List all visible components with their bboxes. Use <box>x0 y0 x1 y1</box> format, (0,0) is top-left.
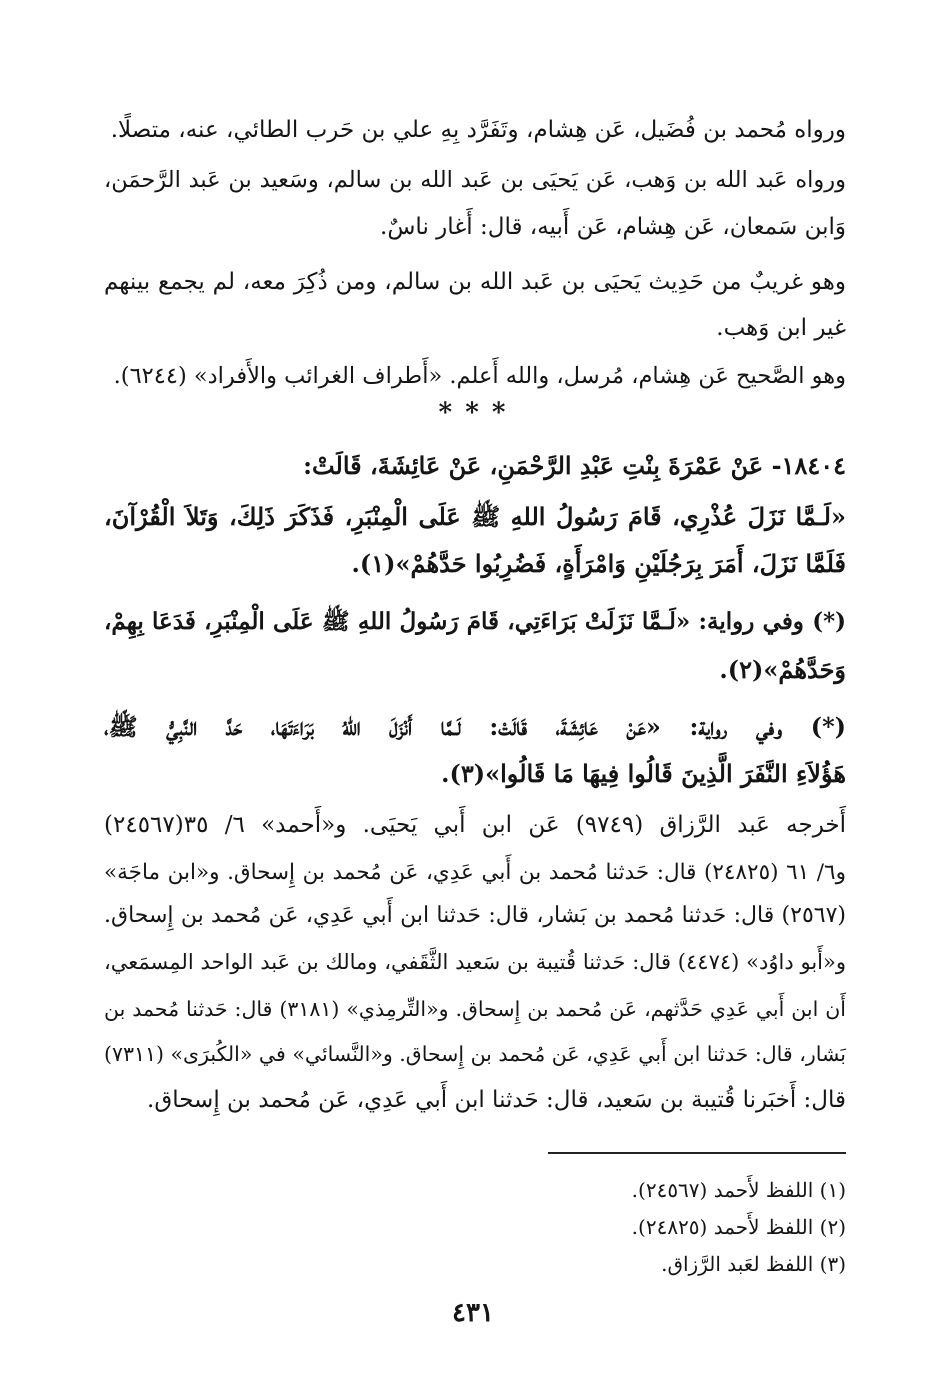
footnote-divider <box>548 1152 846 1154</box>
section-separator: * * * <box>438 398 508 428</box>
page-number: ٤٣١ <box>452 1298 494 1328</box>
text-line: وهو غريبٌ من حَدِيث يَحيَى بن عَبد الله بن سالم، ومن ذُكِرَ معه، لم يجمع بينهم <box>104 269 846 295</box>
footnote: (٢) اللفظ لأَحمد (٢٤٨٢٥). <box>631 1215 846 1239</box>
hadith-text-line: «لَـمَّا نَزَلَ عُذْرِي، قَامَ رَسُولُ اللهِ ﷺ عَلَى الْمِنْبَرِ، فَذَكَرَ ذَلِكَ، وَتَلاَ الْقُرْآنَ، <box>104 502 846 531</box>
hadith-text-line: (*) وفي رواية: «لَـمَّا نَزَلَتْ بَرَاءَتِي، قَامَ رَسُولُ اللهِ ﷺ عَلَى الْمِنْبَرِ، فَدَعَا بِهِمْ، <box>104 608 846 635</box>
takhrij-line: (٢٥٦٧) قال: حَدثنا مُحمد بن بَشار، قال: حَدثنا ابن أَبي عَدِي، عَن مُحمد بن إِسحاق. <box>104 903 846 928</box>
text-line: وَابن سَمعان، عَن هِشام، عَن أَبيه، قال: أَغار ناسٌ. <box>380 214 846 240</box>
hadith-heading: ١٨٤٠٤- عَنْ عَمْرَةَ بِنْتِ عَبْدِ الرَّحْمَنِ، عَنْ عَائِشَةَ، قَالَتْ: <box>303 451 846 480</box>
takhrij-line: بَشار، قال: حَدثنا ابن أَبي عَدِي، عَن مُحمد بن إِسحاق. و«النَّسائي» في «الكُبرَى» (٧٣١١) <box>103 1042 846 1066</box>
takhrij-line: و«أَبو داوُد» (٤٤٧٤) قال: حَدثنا قُتيبة بن سَعيد الثَّقَفي، ومالك بن عَبد الواحد المِسمَعي، <box>104 950 847 974</box>
takhrij-line: أَن ابن أَبي عَدِي حَدَّثهم، عَن مُحمد بن إِسحاق. و«التِّرمِذي» (٣١٨١) قال: حَدثنا مُحمد بن <box>104 997 846 1021</box>
takhrij-line: قال: أَخبَرنا قُتيبة بن سَعيد، قال: حَدثنا ابن أَبي عَدِي، عَن مُحمد بن إِسحاق. <box>147 1087 846 1113</box>
takhrij-line: أَخرجه عَبد الرَّزاق (٩٧٤٩) عَن ابن أَبي يَحيَى. و«أَحمد» ٦/ ٣٥(٢٤٥٦٧) <box>104 812 846 838</box>
footnote: (١) اللفظ لأَحمد (٢٤٥٦٧). <box>631 1178 846 1202</box>
footnote: (٣) اللفظ لعَبد الرَّزاق. <box>661 1252 846 1276</box>
text-line: ورواه مُحمد بن فُضَيل، عَن هِشام، وتَفَرَّد بِهِ علي بن حَرب الطائي، عنه، متصلًا. <box>110 117 846 143</box>
text-line: وهو الصَّحيح عَن هِشام، مُرسل، والله أَعلم. «أَطراف الغرائب والأَفراد» (٦٢٤٤). <box>113 363 846 389</box>
hadith-text-line: فَلَمَّا نَزَلَ، أَمَرَ بِرَجُلَيْنِ وَامْرَأَةٍ، فَضُرِبُوا حَدَّهُمْ»(١). <box>351 549 846 578</box>
text-line: غير ابن وَهب. <box>716 315 846 341</box>
hadith-text-line: (*) وفي رواية: «عَنْ عَائِشَةَ، قَالَتْ: لَـمَّا أَنْزَلَ اللهُ بَرَاءَتَهَا، حَدَّ النَّبِيُّ ﷺ، <box>104 712 846 741</box>
hadith-text-line: وَحَدَّهُمْ»(٢). <box>719 655 846 684</box>
hadith-text-line: هَؤُلاَءِ النَّفَرَ الَّذِينَ قَالُوا فِيهَا مَا قَالُوا»(٣). <box>441 759 846 788</box>
takhrij-line: و٦/ ٦١ (٢٤٨٢٥) قال: حَدثنا مُحمد بن أَبي عَدِي، عَن مُحمد بن إِسحاق. و«ابن ماجَة» <box>104 860 846 885</box>
text-line: ورواه عَبد الله بن وَهب، عَن يَحيَى بن عَبد الله بن سالم، وسَعيد بن عَبد الرَّحمَن، <box>104 167 846 193</box>
